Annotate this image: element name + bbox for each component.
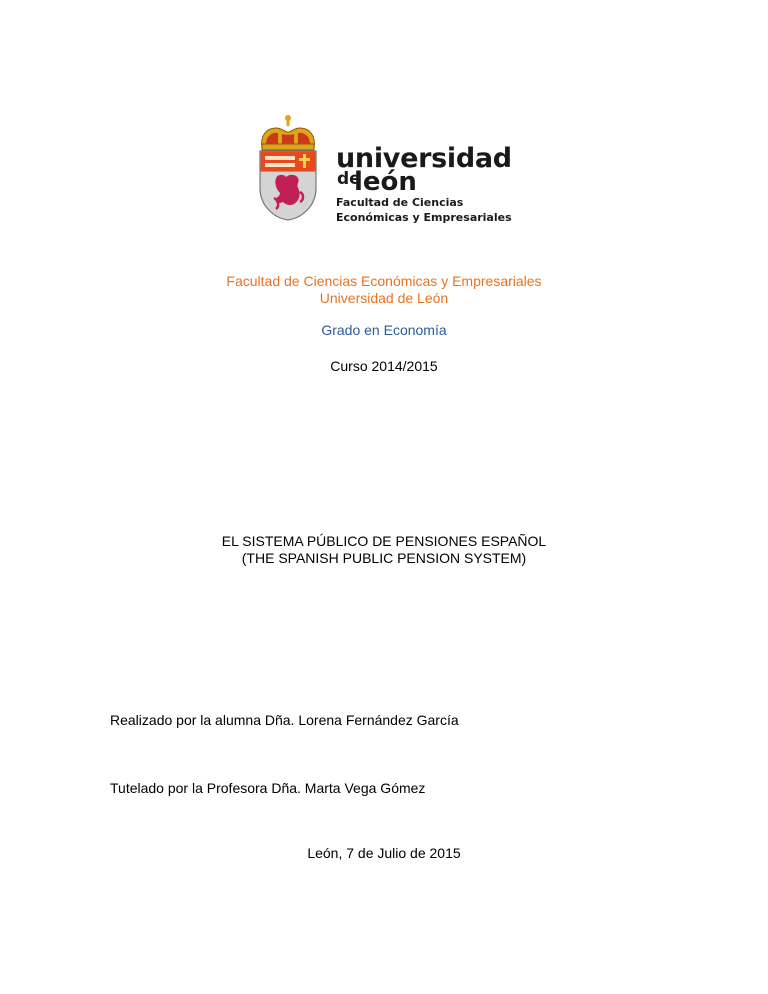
logo-faculty-line1: Facultad de Ciencias <box>336 196 464 209</box>
shield-icon <box>260 151 316 220</box>
university-name: Universidad de León <box>319 290 449 306</box>
degree-name: Grado en Economía <box>321 322 447 338</box>
wordmark-universidad: universidad <box>336 143 512 174</box>
wordmark-de: de <box>337 169 361 189</box>
course-year: Curso 2014/2015 <box>330 358 438 374</box>
coat-of-arms-icon <box>256 114 320 222</box>
date-line: León, 7 de Julio de 2015 <box>307 845 461 861</box>
logo-faculty-line2: Económicas y Empresariales <box>336 211 512 224</box>
faculty-name: Facultad de Ciencias Económicas y Empresariales <box>226 273 542 289</box>
crown-icon <box>262 115 315 150</box>
tutor-line: Tutelado por la Profesora Dña. Marta Vega Gómez <box>110 780 426 796</box>
university-logo <box>256 114 526 226</box>
thesis-title-es: EL SISTEMA PÚBLICO DE PENSIONES ESPAÑOL <box>221 533 547 549</box>
wordmark-leon: león <box>354 167 417 197</box>
thesis-title-en: (THE SPANISH PUBLIC PENSION SYSTEM) <box>241 550 527 566</box>
author-line: Realizado por la alumna Dña. Lorena Fernández García <box>110 712 459 728</box>
